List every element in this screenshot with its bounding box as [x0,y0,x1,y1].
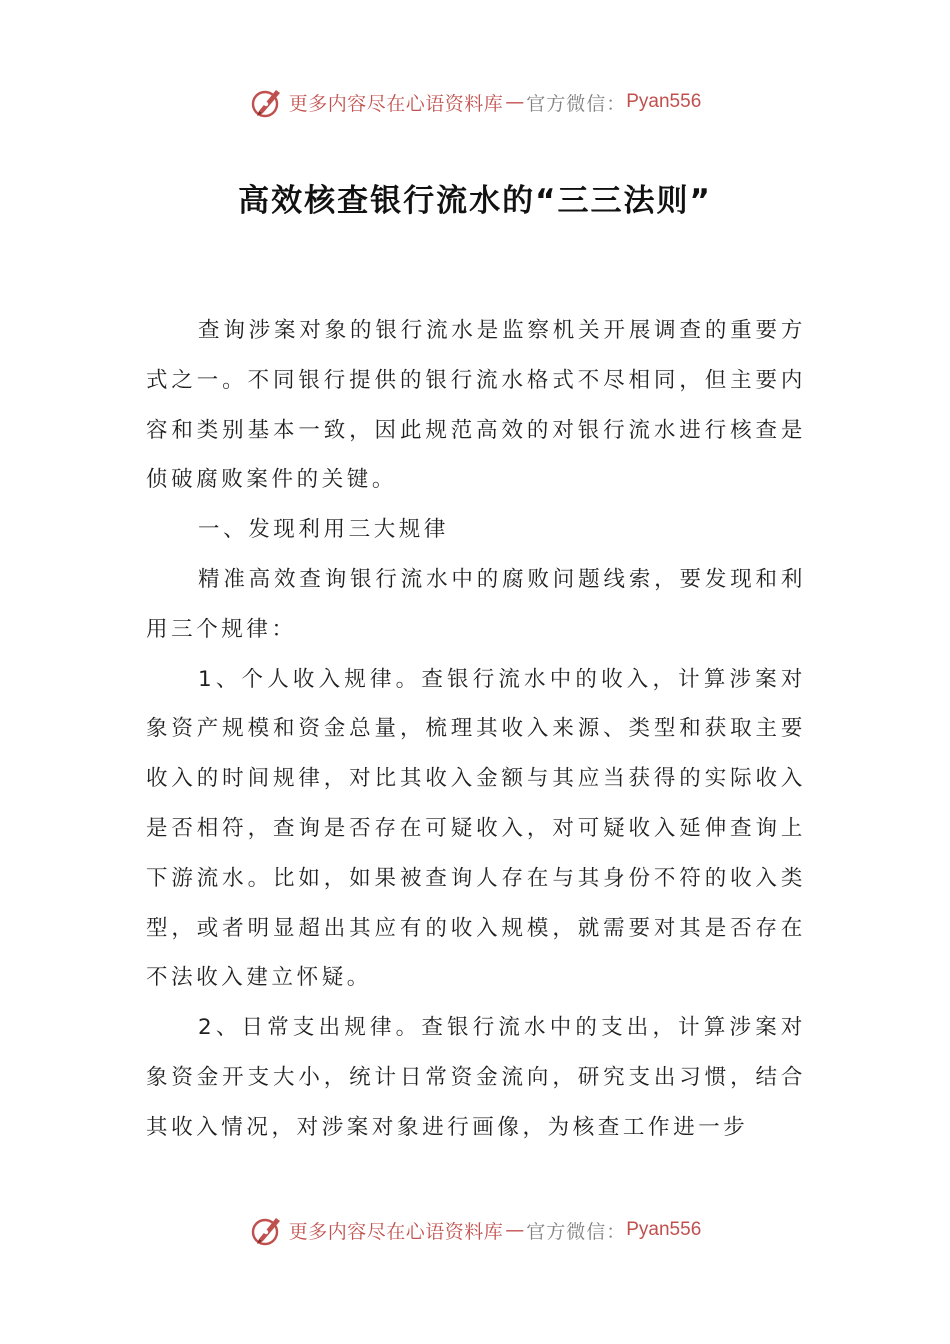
document-body [146,306,806,1153]
banner-wechat-label: 官方微信： [526,92,627,115]
paragraph: 1、个人收入规律。查银行流水中的收入，计算涉案对象资产规模和资金总量，梳理其收入来源、类型和获取主要收入的时间规律，对比其收入金额与其应当获得的实际收入是否相符，查询是否存在可疑收入，对可疑收入延伸查询上下游流水。比如，如果被查询人存在与其身份不符的收入类型，或者明显超出其应有的收入规模，就需要对其是否存在不法收入建立怀疑。 [146,666,806,991]
paragraph: 2、日常支出规律。查银行流水中的支出，计算涉案对象资金开支大小，统计日常资金流向，研究支出习惯，结合其收入情况，对涉案对象进行画像，为核查工作进一步 [146,1015,806,1140]
banner-wechat-id: Pyan556 [626,1219,702,1240]
banner-dash: — [505,91,525,113]
banner-text: 更多内容尽在心语资料库 [288,1220,504,1243]
document-title: 高效核查银行流水的“三三法则” [238,183,712,219]
header-banner [0,80,950,124]
banner-wechat-id: Pyan556 [626,91,702,112]
banner-wechat-label: 官方微信： [526,1220,627,1243]
paragraph: 查询涉案对象的银行流水是监察机关开展调查的重要方式之一。不同银行提供的银行流水格式不尽相同，但主要内容和类别基本一致，因此规范高效的对银行流水进行核查是侦破腐败案件的关键。 [146,318,806,493]
section-heading: 一、发现利用三大规律 [198,517,450,543]
pen-circle-icon [249,1212,285,1248]
paragraph: 精准高效查询银行流水中的腐败问题线索，要发现和利用三个规律： [146,566,806,642]
footer-banner [0,1208,950,1252]
pen-circle-icon [249,84,285,120]
banner-text: 更多内容尽在心语资料库 [288,92,504,115]
banner-dash: — [505,1219,525,1241]
